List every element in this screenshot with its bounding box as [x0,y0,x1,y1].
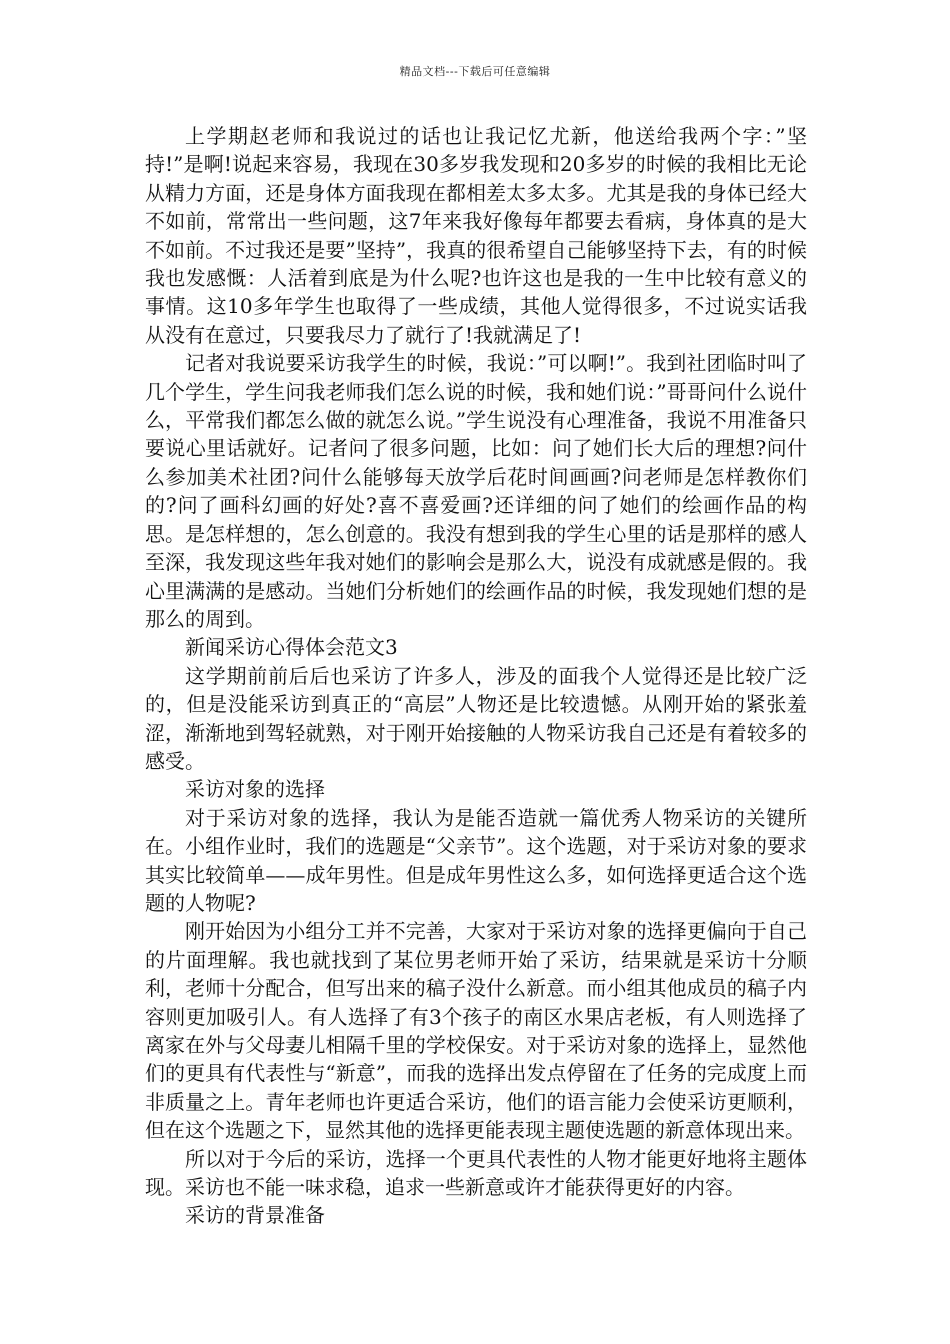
section-title-sample-3: 新闻采访心得体会范文3 [185,635,398,660]
paragraph-reporter-interview: 记者对我说要采访我学生的时候，我说：”可以啊!”。我到社团临时叫了几个学生，学生问我老师我们怎么说的时候，我和她们说：”哥哥问什么说什么，平常我们都怎么做的就怎么说。”学生说没有心理准备，我说不用准备只要说心里话就好。记者问了很多问题，比如：问了她们长大后的理想?问什么参加美术社团?问什么能够每天放学后花时间画画?问老师是怎样教你们的?问了画科幻画的好处?喜不喜爱画?还详细的问了她们的绘画作品的构思。是怎样想的，怎么创意的。我没有想到我的学生心里的话是那样的感人至深，我发现这些年我对她们的影响会是那么大，说没有成就感是假的。我心里满满的是感动。当她们分析她们的绘画作品的时候，我发现她们想的是那么的周到。 [145,351,807,631]
subheading-interviewee-selection: 采访对象的选择 [185,777,325,802]
paragraph-conclusion: 所以对于今后的采访，选择一个更具代表性的人物才能更好地将主题体现。采访也不能一味求稳，追求一些新意或许才能获得更好的内容。 [145,1146,807,1200]
subheading-background-preparation: 采访的背景准备 [185,1203,325,1228]
paragraph-selection-key: 对于采访对象的选择，我认为是能否造就一篇优秀人物采访的关键所在。小组作业时，我们的选题是“父亲节”。这个选题，对于采访对象的要求其实比较简单——成年男性。但是成年男性这么多，如何选择更适合这个选题的人物呢? [145,805,807,915]
paragraph-teacher-advice: 上学期赵老师和我说过的话也让我记忆尤新，他送给我两个字：”坚持!”是啊!说起来容易，我现在30多岁我发现和20多岁的时候的我相比无论从精力方面，还是身体方面我现在都相差太多太多。尤其是我的身体已经大不如前，常常出一些问题，这7年来我好像每年都要去看病，身体真的是大不如前。不过我还是要”坚持”，我真的很希望自己能够坚持下去，有的时候我也发感慨：人活着到底是为什么呢?也许这也是我的一生中比较有意义的事情。这10多年学生也取得了一些成绩，其他人觉得很多，不过说实话我从没有在意过，只要我尽力了就行了!我就满足了! [145,124,807,347]
paragraph-semester-interviews: 这学期前前后后也采访了许多人，涉及的面我个人觉得还是比较广泛的，但是没能采访到真正的“高层”人物还是比较遗憾。从刚开始的紧张羞涩，渐渐地到驾轻就熟，对于刚开始接触的人物采访我自己还是有着较多的感受。 [145,663,807,773]
paragraph-group-work: 刚开始因为小组分工并不完善，大家对于采访对象的选择更偏向于自己的片面理解。我也就找到了某位男老师开始了采访，结果就是采访十分顺利，老师十分配合，但写出来的稿子没什么新意。而小组其他成员的稿子内容则更加吸引人。有人选择了有3个孩子的南区水果店老板，有人则选择了离家在外与父母妻儿相隔千里的学校保安。对于采访对象的选择上，显然他们的更具有代表性与“新意”，而我的选择出发点停留在了任务的完成度上而非质量之上。青年老师也许更适合采访，他们的语言能力会使采访更顺利，但在这个选题之下，显然其他的选择更能表现主题使选题的新意体现出来。 [145,919,807,1143]
page-header: 精品文档---下载后可任意编辑 [399,65,551,78]
document-body [145,122,807,1230]
